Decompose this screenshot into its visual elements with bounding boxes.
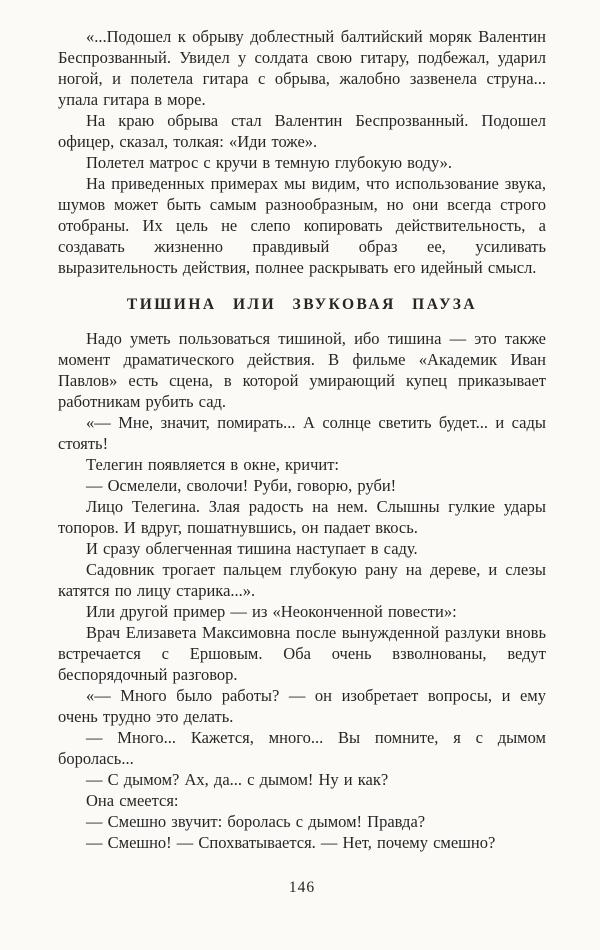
- paragraph: Лицо Телегина. Злая радость на нем. Слышны гулкие удары топоров. И вдруг, пошатнувшись, он падает вкось.: [58, 497, 546, 537]
- paragraph: — Много... Кажется, много... Вы помните, я с дымом боролась...: [58, 728, 546, 768]
- paragraph: Или другой пример — из «Неоконченной повести»:: [86, 602, 457, 621]
- paragraph: Надо уметь пользоваться тишиной, ибо тишина — это также момент драматического действия. В фильме «Академик Иван Павлов» есть сцена, в которой умирающий купец приказывает работникам рубить сад.: [58, 329, 546, 411]
- paragraph: И сразу облегченная тишина наступает в саду.: [86, 539, 418, 558]
- paragraph: — Смешно! — Спохватывается. — Нет, почему смешно?: [86, 833, 496, 852]
- paragraph: Полетел матрос с кручи в темную глубокую воду».: [86, 153, 453, 172]
- paragraph: «...Подошел к обрыву доблестный балтийский моряк Валентин Беспрозванный. Увидел у солдата свою гитару, подбежал, ударил ногой, и полетела гитара с обрыва, жалобно зазвенела струна... упала гитара в море.: [58, 27, 546, 109]
- paragraph: «— Мне, значит, помирать... А солнце светить будет... и сады стоять!: [58, 413, 546, 453]
- paragraph: Врач Елизавета Максимовна после вынужденной разлуки вновь встречается с Ершовым. Оба очень взволнованы, ведут беспорядочный разговор.: [58, 623, 546, 684]
- paragraph: Садовник трогает пальцем глубокую рану на дереве, и слезы катятся по лицу старика...».: [58, 560, 546, 600]
- section-heading: ТИШИНА ИЛИ ЗВУКОВАЯ ПАУЗА: [126, 296, 478, 313]
- paragraph: «— Много было работы? — он изобретает вопросы, и ему очень трудно это делать.: [58, 686, 546, 726]
- paragraph: — Смешно звучит: боролась с дымом! Правда?: [86, 812, 426, 831]
- paragraph: — Осмелели, сволочи! Руби, говорю, руби!: [86, 476, 397, 495]
- page-number: 146: [288, 879, 316, 896]
- paragraph: Она смеется:: [86, 791, 179, 810]
- paragraph: Телегин появляется в окне, кричит:: [86, 455, 340, 474]
- paragraph: На краю обрыва стал Валентин Беспрозванный. Подошел офицер, сказал, толкая: «Иди тоже».: [58, 111, 546, 151]
- paragraph: На приведенных примерах мы видим, что использование звука, шумов может быть самым разнообразным, но они всегда строго отобраны. Их цель не слепо копировать действительность, а создавать жизненно правдивый образ ее, усиливать выразительность действия, полнее раскрывать его идейный смысл.: [58, 174, 546, 277]
- section-2-text: [58, 328, 546, 853]
- section-1-text: [58, 26, 546, 278]
- paragraph: — С дымом? Ах, да... с дымом! Ну и как?: [86, 770, 389, 789]
